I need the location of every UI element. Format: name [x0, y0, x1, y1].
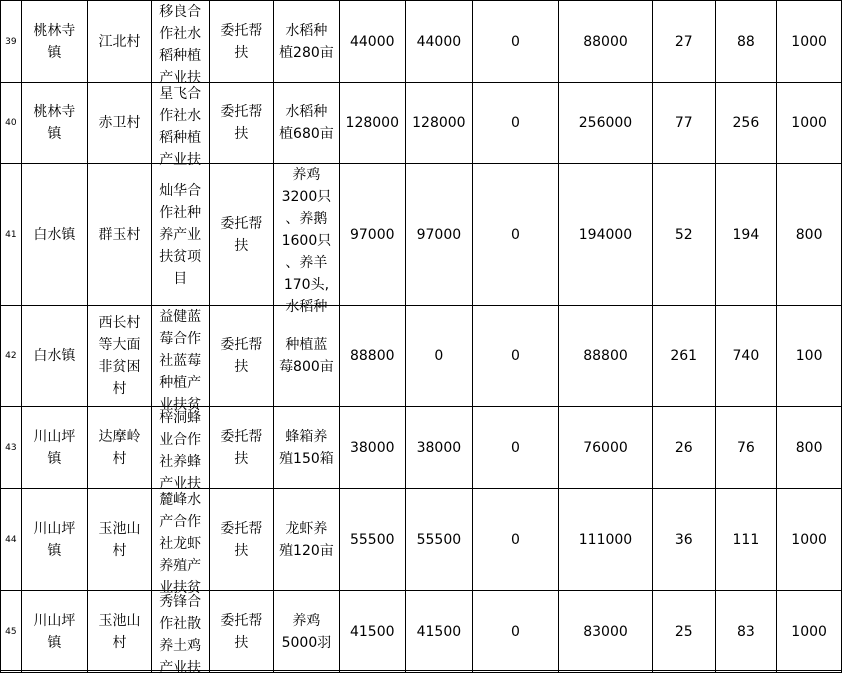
cell-line: 麓峰水: [159, 492, 202, 508]
cell-c4: 83000: [559, 591, 653, 673]
cell-village: [88, 591, 152, 673]
cell-c7: 1000: [777, 489, 842, 591]
cell-c4: 111000: [559, 489, 653, 591]
cell-line: 扶: [234, 359, 249, 375]
cell-line: 作社水: [159, 108, 202, 124]
cell-c7: 1000: [777, 591, 842, 673]
cell-line: 镇: [47, 634, 62, 651]
cell-method: [209, 489, 274, 591]
cell-line: 桃林寺: [33, 104, 76, 120]
cell-line: 镇: [47, 44, 62, 61]
cell-line: 养殖产: [159, 558, 202, 574]
cell-village: [88, 1, 152, 83]
cell-line: 龙虾养: [285, 520, 328, 537]
cell-line: 、养鹅: [285, 211, 328, 227]
cell-c7: 800: [777, 164, 842, 306]
cell-line: 业扶贫: [159, 397, 202, 413]
cell-content: [274, 591, 339, 673]
cell-line: 养土鸡: [159, 638, 202, 654]
cell-line: 殖150箱: [279, 450, 334, 467]
cell-line: 江北村: [98, 33, 141, 50]
cell-line: 产业扶: [159, 476, 202, 492]
row-index: 41: [1, 164, 22, 306]
cell-c4: 76000: [559, 407, 653, 489]
cell-c3: 0: [472, 306, 558, 407]
cell-c2: 41500: [405, 591, 472, 673]
cell-c3: 0: [472, 164, 558, 306]
cell-c7: 800: [777, 407, 842, 489]
row-index: 45: [1, 591, 22, 673]
cell-line: 委托帮: [220, 520, 263, 537]
cell-line: 玉池山: [98, 612, 141, 629]
cell-method: [209, 407, 274, 489]
cell-line: 水稻种: [285, 104, 328, 120]
cell-village: [88, 164, 152, 306]
cell-line: 白水镇: [33, 226, 76, 243]
cell-line: 扶: [234, 126, 249, 142]
cell-line: 1600只: [281, 233, 332, 249]
cell-line: 移良合: [159, 4, 202, 20]
cell-line: 群玉村: [98, 226, 141, 243]
cell-content: [274, 306, 339, 407]
cell-town: [21, 489, 87, 591]
cell-line: 莓800亩: [279, 359, 334, 375]
cell-project: [151, 1, 209, 86]
cell-village: [88, 407, 152, 489]
row-index: 39: [1, 1, 22, 83]
cell-c6: 88: [715, 1, 777, 83]
cell-c1: 41500: [339, 591, 405, 673]
row-index: 42: [1, 306, 22, 407]
cell-line: 西长村: [98, 315, 141, 331]
cell-line: 梓洞蜂: [159, 410, 202, 426]
cell-method: [209, 83, 274, 164]
table-row: [1, 407, 842, 489]
cell-line: 扶: [234, 450, 249, 467]
cell-content: [274, 83, 339, 164]
cell-c5: 52: [652, 164, 715, 306]
cell-line: 扶: [234, 542, 249, 559]
cell-line: 委托帮: [220, 428, 263, 445]
cell-c1: 55500: [339, 489, 405, 591]
cell-line: 稻种植: [159, 130, 202, 146]
cell-c2: 55500: [405, 489, 472, 591]
cell-village: [88, 306, 152, 407]
table-row: [1, 83, 842, 164]
row-index: 44: [1, 489, 22, 591]
cell-line: 委托帮: [220, 215, 263, 232]
cell-town: [21, 306, 87, 407]
cell-c6: 111: [715, 489, 777, 591]
cell-c6: 194: [715, 164, 777, 306]
cell-line: 川山坪: [33, 428, 76, 445]
cell-line: 镇: [47, 542, 62, 559]
cell-line: 蜂箱养: [285, 428, 328, 445]
cell-line: 业合作: [159, 432, 202, 448]
cell-line: 5000羽: [281, 634, 332, 651]
cell-content: [274, 1, 339, 83]
cell-c7: 100: [777, 306, 842, 407]
cell-c1: 128000: [339, 83, 405, 164]
cell-line: 作社散: [159, 616, 202, 632]
cell-line: 委托帮: [220, 612, 263, 629]
cell-c6: 76: [715, 407, 777, 489]
cell-line: 社养蜂: [159, 454, 202, 470]
cell-method: [209, 306, 274, 407]
cell-c6: 740: [715, 306, 777, 407]
cell-c2: 128000: [405, 83, 472, 164]
cell-line: 养鸡: [292, 612, 321, 629]
cell-line: 植680亩: [279, 126, 334, 142]
cell-c1: 38000: [339, 407, 405, 489]
cell-line: 产合作: [159, 514, 202, 530]
cell-line: 灿华合: [159, 182, 202, 199]
cell-c3: 0: [472, 407, 558, 489]
cell-c7: 1000: [777, 83, 842, 164]
table-row: [1, 591, 842, 673]
cell-c1: 88800: [339, 306, 405, 407]
cell-line: 水稻种: [285, 22, 328, 39]
cell-line: 村: [112, 542, 127, 559]
table-row: [1, 1, 842, 83]
row-index: 40: [1, 83, 22, 164]
cell-line: 委托帮: [220, 22, 263, 39]
cell-line: 、养羊: [285, 255, 328, 271]
cell-line: 养产业: [159, 226, 202, 243]
cell-line: 川山坪: [33, 520, 76, 537]
cell-line: 社龙虾: [159, 536, 202, 552]
cell-c3: 0: [472, 1, 558, 83]
cell-line: 镇: [47, 450, 62, 467]
cell-c3: 0: [472, 83, 558, 164]
cell-line: 产业扶: [159, 152, 202, 168]
cell-line: 非贫困: [98, 359, 141, 375]
cell-project: [151, 164, 209, 306]
cell-method: [209, 164, 274, 306]
cell-c1: 97000: [339, 164, 405, 306]
cell-line: 白水镇: [33, 348, 76, 364]
cell-village: [88, 489, 152, 591]
cell-line: 秀锋合: [159, 594, 202, 610]
cell-line: 养鸡: [292, 167, 321, 183]
cell-line: 扶: [234, 237, 249, 254]
cell-line: 村: [112, 634, 127, 651]
cell-c4: 88800: [559, 306, 653, 407]
cell-c5: 261: [652, 306, 715, 407]
cell-c1: 44000: [339, 1, 405, 83]
cell-town: [21, 1, 87, 83]
cell-method: [209, 591, 274, 673]
cell-c5: 77: [652, 83, 715, 164]
cell-line: 村: [112, 450, 127, 467]
cell-line: 玉池山: [98, 520, 141, 537]
cell-line: 等大面: [98, 337, 141, 353]
cell-town: [21, 407, 87, 489]
cell-town: [21, 164, 87, 306]
cell-line: 作社水: [159, 26, 202, 42]
cell-project: [151, 591, 209, 676]
cell-c2: 38000: [405, 407, 472, 489]
cell-c3: 0: [472, 591, 558, 673]
cell-line: 扶: [234, 634, 249, 651]
cell-c5: 36: [652, 489, 715, 591]
cell-line: 目: [173, 270, 188, 287]
cell-content: [274, 407, 339, 489]
cell-line: 种植蓝: [285, 337, 328, 353]
cell-c2: 0: [405, 306, 472, 407]
cell-c6: 256: [715, 83, 777, 164]
cell-line: 扶贫项: [159, 248, 202, 265]
cell-line: 村: [112, 381, 127, 397]
cell-line: 委托帮: [220, 104, 263, 120]
cell-content: [274, 164, 339, 315]
cell-method: [209, 1, 274, 83]
cell-line: 星飞合: [159, 86, 202, 102]
cell-line: 扶: [234, 44, 249, 61]
cell-c5: 27: [652, 1, 715, 83]
cell-c2: 97000: [405, 164, 472, 306]
cell-content: [274, 489, 339, 591]
row-index: 43: [1, 407, 22, 489]
cell-village: [88, 83, 152, 164]
cell-line: 产业扶: [159, 70, 202, 86]
cell-project: [151, 306, 209, 413]
table-row: [1, 306, 842, 407]
cell-line: 委托帮: [220, 337, 263, 353]
cell-c4: 88000: [559, 1, 653, 83]
cell-line: 川山坪: [33, 612, 76, 629]
cell-c5: 25: [652, 591, 715, 673]
cell-line: 桃林寺: [33, 22, 76, 39]
cell-line: 镇: [47, 126, 62, 142]
cell-line: 水稻种: [285, 299, 328, 315]
cell-c5: 26: [652, 407, 715, 489]
cell-line: 170头,: [283, 277, 330, 293]
cell-project: [151, 83, 209, 168]
cell-line: 益健蓝: [159, 309, 202, 325]
cell-c4: 194000: [559, 164, 653, 306]
next-row-partial: [0, 670, 842, 675]
cell-project: [151, 489, 209, 596]
cell-line: 稻种植: [159, 48, 202, 64]
cell-project: [151, 407, 209, 492]
cell-c4: 256000: [559, 83, 653, 164]
cell-line: 赤卫村: [98, 115, 141, 131]
cell-line: 种植产: [159, 375, 202, 391]
table-row: [1, 164, 842, 306]
cell-line: 莓合作: [159, 331, 202, 347]
table-row: [1, 489, 842, 591]
cell-c6: 83: [715, 591, 777, 673]
cell-line: 社蓝莓: [159, 353, 202, 369]
cell-c2: 44000: [405, 1, 472, 83]
cell-line: 3200只: [281, 189, 332, 205]
cell-line: 作社种: [159, 204, 202, 221]
cell-line: 植280亩: [279, 44, 334, 61]
cell-town: [21, 591, 87, 673]
cell-line: 业扶贫: [159, 580, 202, 596]
cell-line: 产业扶: [159, 660, 202, 676]
cell-c3: 0: [472, 489, 558, 591]
cell-c7: 1000: [777, 1, 842, 83]
cell-line: 殖120亩: [279, 542, 334, 559]
cell-town: [21, 83, 87, 164]
cell-line: 达摩岭: [98, 428, 141, 445]
